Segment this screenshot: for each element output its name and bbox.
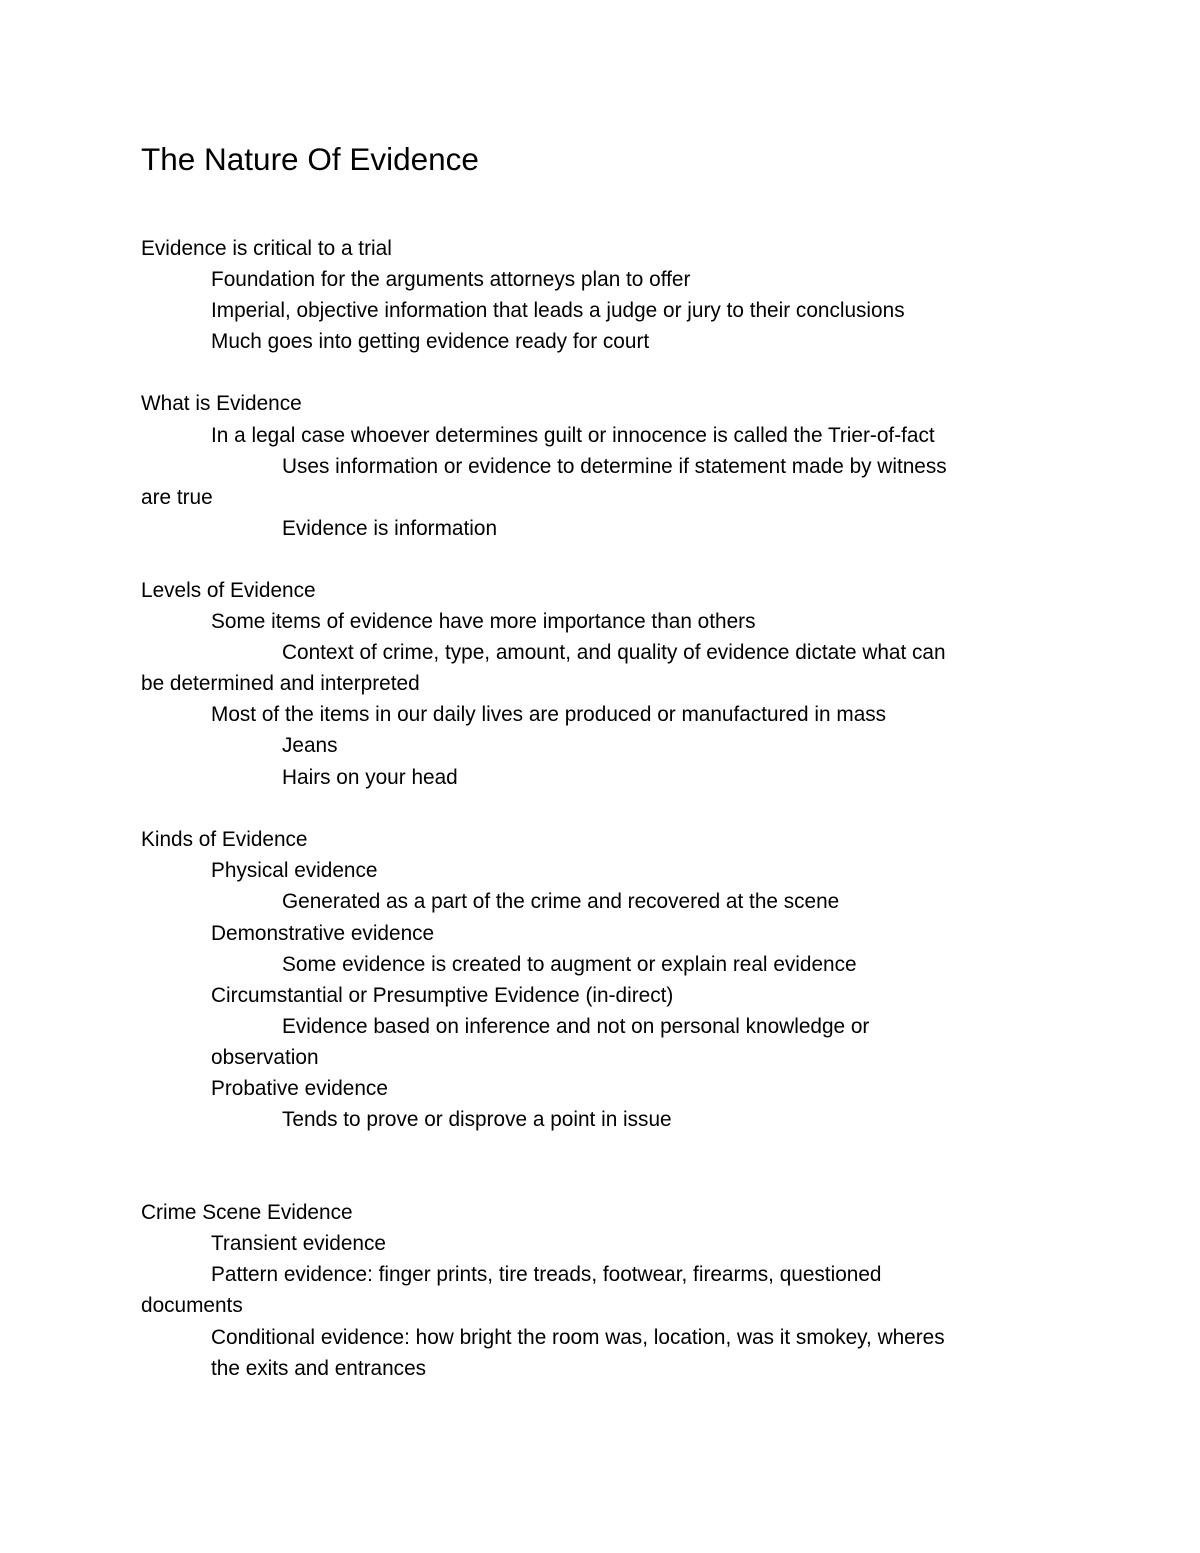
sub-note-line: Generated as a part of the crime and recovered at the scene	[282, 890, 840, 913]
note-line: Transient evidence	[211, 1232, 386, 1255]
note-line: Probative evidence	[211, 1077, 388, 1100]
sub-note-line: Some evidence is created to augment or explain real evidence	[282, 953, 857, 976]
note-line: Most of the items in our daily lives are produced or manufactured in mass	[211, 703, 887, 726]
note-line: Some items of evidence have more importance than others	[211, 610, 756, 633]
wrapped-line: be determined and interpreted	[141, 672, 420, 695]
section-heading: Evidence is critical to a trial	[141, 237, 392, 260]
section-heading: Levels of Evidence	[141, 579, 316, 602]
note-line: Conditional evidence: how bright the room was, location, was it smokey, wheres	[211, 1326, 945, 1349]
note-line: Circumstantial or Presumptive Evidence (in-direct)	[211, 984, 674, 1007]
note-line: Demonstrative evidence	[211, 922, 435, 945]
note-line: Physical evidence	[211, 859, 378, 882]
wrapped-line: observation	[211, 1046, 319, 1069]
sub-note-line: Evidence is information	[282, 517, 498, 540]
note-line: In a legal case whoever determines guilt or innocence is called the Trier-of-fact	[211, 424, 935, 447]
wrapped-line: the exits and entrances	[211, 1357, 427, 1380]
note-line: Much goes into getting evidence ready for court	[211, 330, 650, 353]
note-line: Imperial, objective information that leads a judge or jury to their conclusions	[211, 299, 905, 322]
sub-note-line: Evidence based on inference and not on personal knowledge or	[282, 1015, 870, 1038]
section-heading: What is Evidence	[141, 392, 302, 415]
sub-note-line: Context of crime, type, amount, and quality of evidence dictate what can	[282, 641, 946, 664]
section-heading: Kinds of Evidence	[141, 828, 308, 851]
section-heading: Crime Scene Evidence	[141, 1201, 353, 1224]
note-line: Foundation for the arguments attorneys plan to offer	[211, 268, 691, 291]
sub-note-line: Uses information or evidence to determine if statement made by witness	[282, 455, 947, 478]
sub-note-line: Jeans	[282, 734, 338, 757]
wrapped-line: are true	[141, 486, 213, 509]
note-line: Pattern evidence: finger prints, tire treads, footwear, firearms, questioned	[211, 1263, 882, 1286]
wrapped-line: documents	[141, 1294, 243, 1317]
sub-note-line: Hairs on your head	[282, 766, 458, 789]
sub-note-line: Tends to prove or disprove a point in issue	[282, 1108, 672, 1131]
page-title: The Nature Of Evidence	[141, 141, 479, 177]
